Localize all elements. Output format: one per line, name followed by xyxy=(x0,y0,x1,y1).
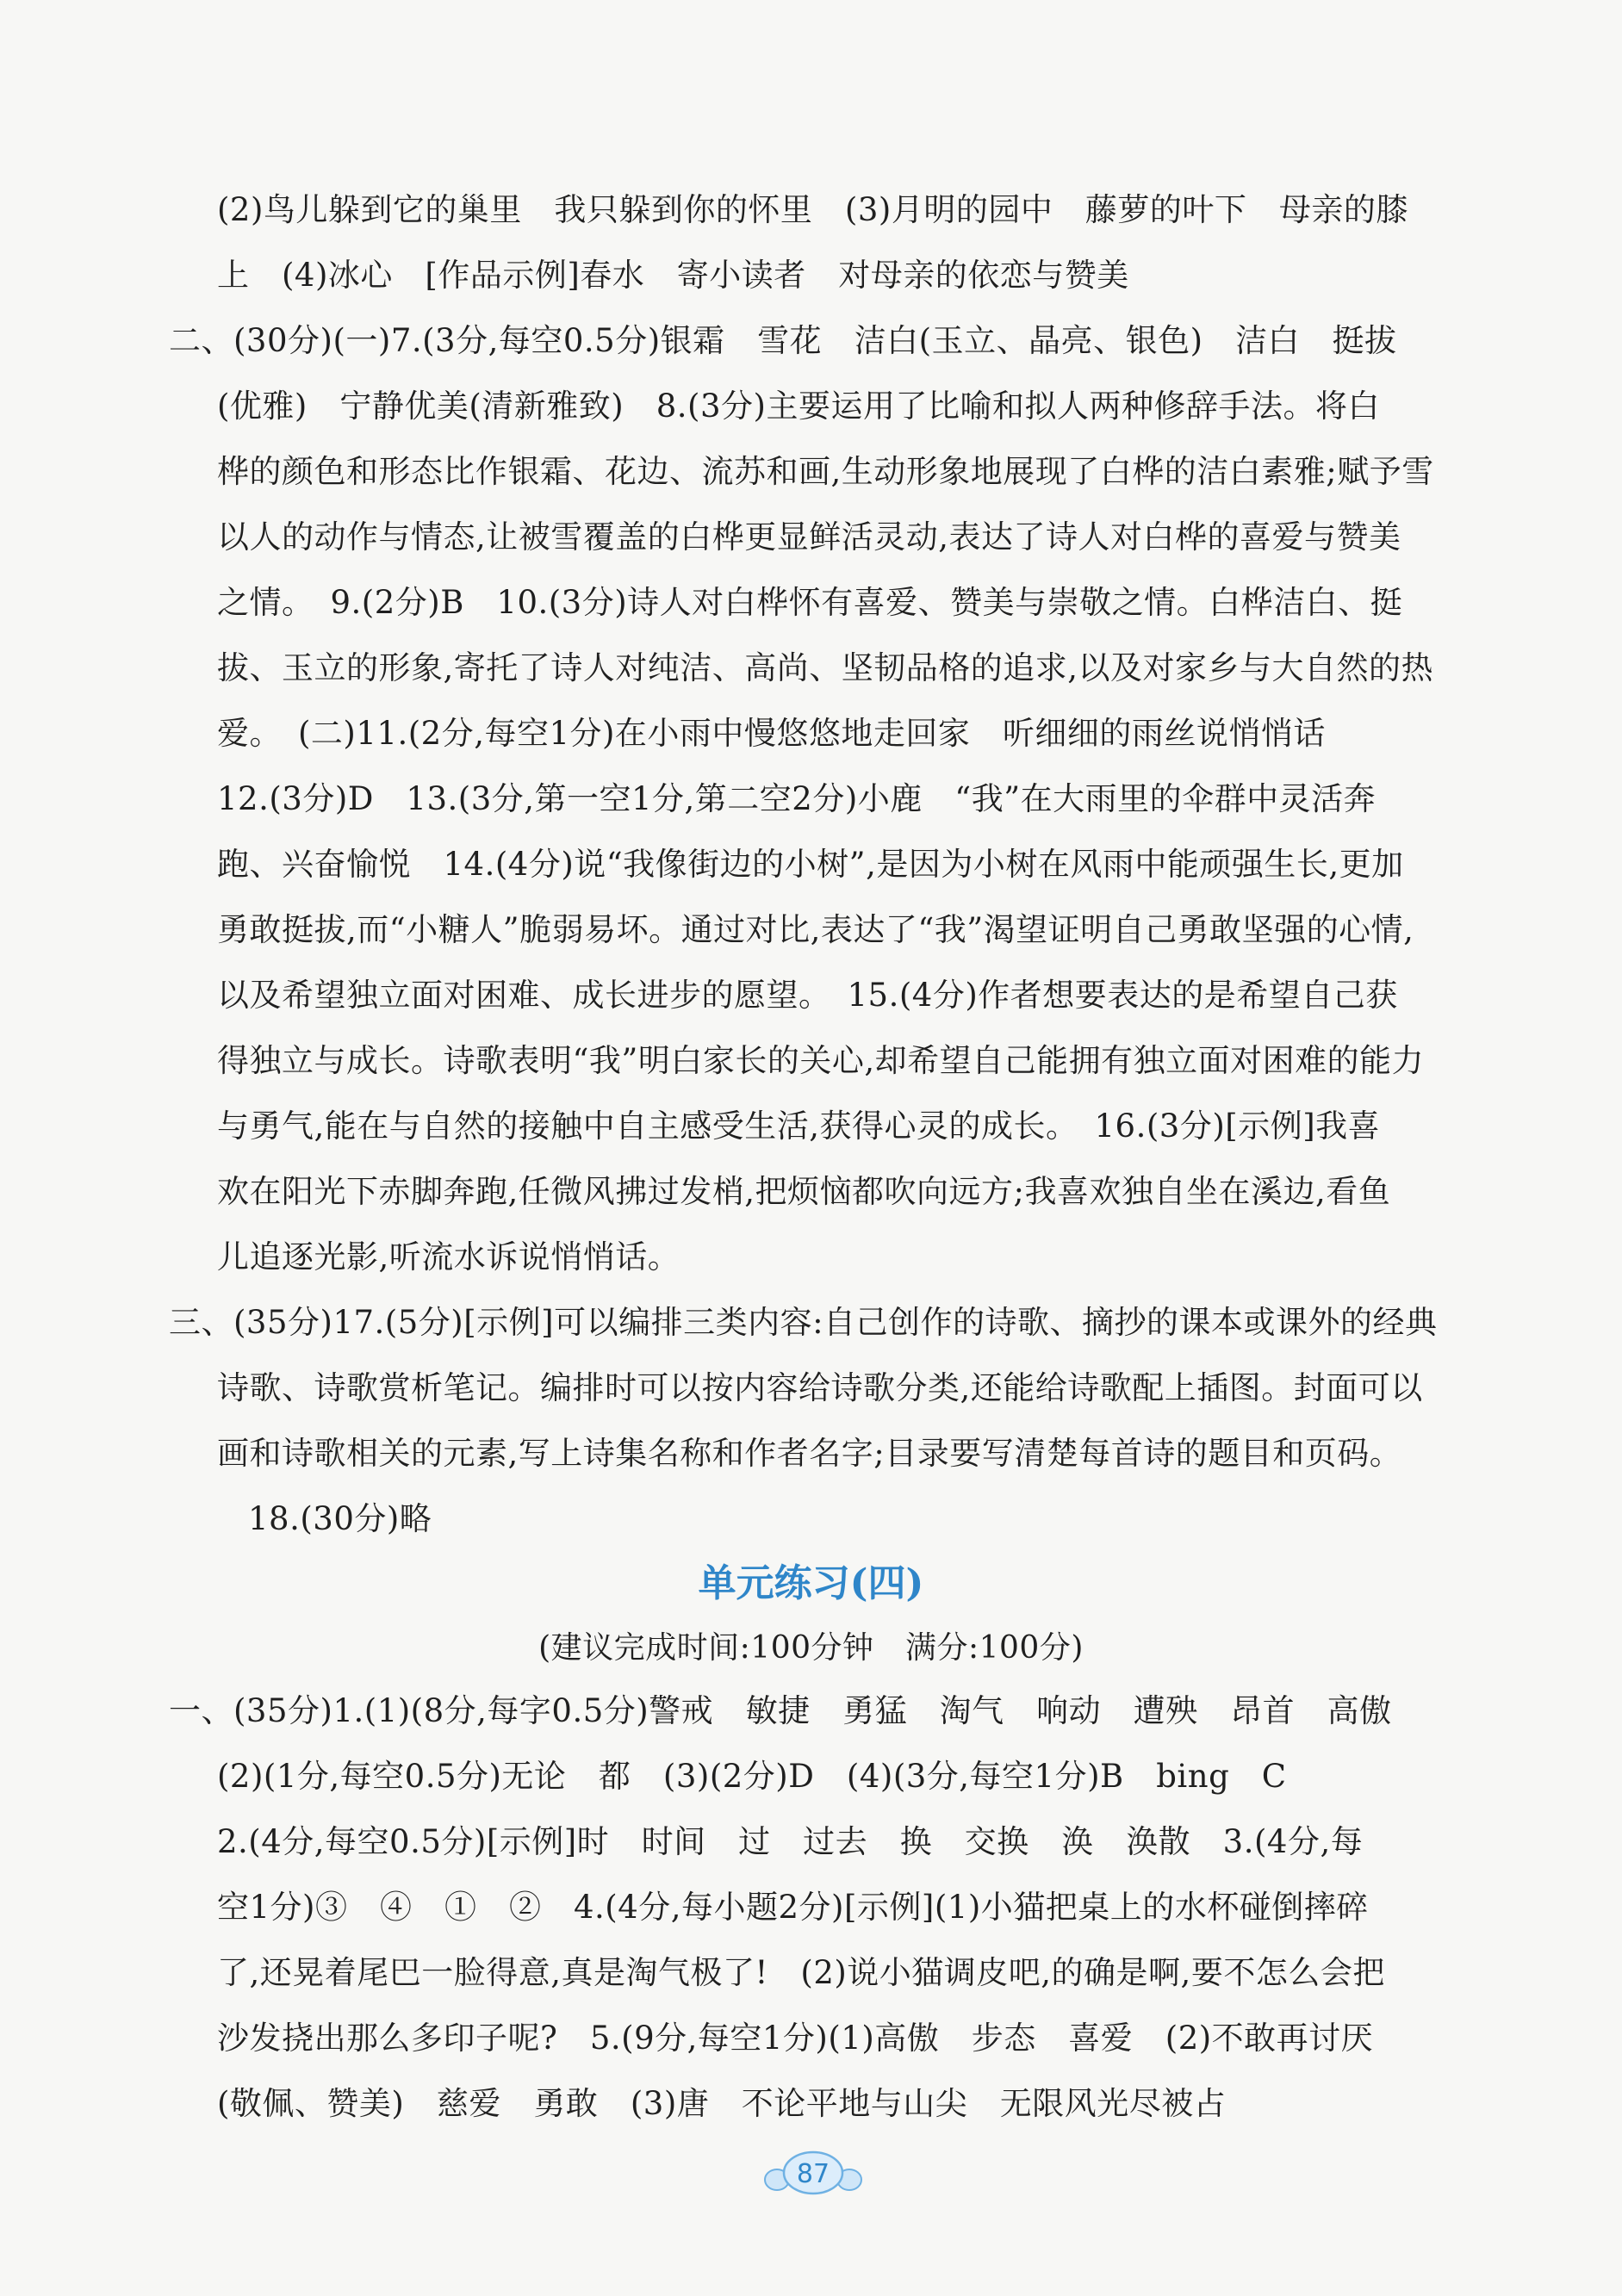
text-line: 2.(4分,每空0.5分)[示例]时 时间 过 过去 换 交换 涣 涣散 3.(4分,每 xyxy=(217,1823,1364,1860)
section-subtitle: (建议完成时间:100分钟 满分:100分) xyxy=(538,1630,1084,1666)
text-line: 勇敢挺拔,而“小糖人”脆弱易坏。通过对比,表达了“我”渴望证明自己勇敢坚强的心情, xyxy=(217,911,1414,948)
text-line: (优雅) 宁静优美(清新雅致) 8.(3分)主要运用了比喻和拟人两种修辞手法。将白 xyxy=(217,388,1380,425)
cloud-badge-icon xyxy=(761,2149,865,2197)
text-line: 爱。 (二)11.(2分,每空1分)在小雨中慢悠悠地走回家 听细细的雨丝说悄悄话 xyxy=(217,715,1326,752)
text-line: 桦的颜色和形态比作银霜、花边、流苏和画,生动形象地展现了白桦的洁白素雅;赋予雪 xyxy=(217,453,1434,490)
text-line: 画和诗歌相关的元素,写上诗集名称和作者名字;目录要写清楚每首诗的题目和页码。 xyxy=(217,1435,1402,1472)
text-line: 二、(30分)(一)7.(3分,每空0.5分)银霜 雪花 洁白(玉立、晶亮、银色) 洁白 挺拔 xyxy=(169,322,1397,359)
text-line: 18.(30分)略 xyxy=(248,1500,432,1537)
text-line: 欢在阳光下赤脚奔跑,任微风拂过发梢,把烦恼都吹向远方;我喜欢独自坐在溪边,看鱼 xyxy=(217,1173,1391,1210)
text-line: 上 (4)冰心 [作品示例]春水 寄小读者 对母亲的依恋与赞美 xyxy=(217,257,1129,294)
page-number: 87 xyxy=(796,2159,830,2189)
text-line: 之情。 9.(2分)B 10.(3分)诗人对白桦怀有喜爱、赞美与崇敬之情。白桦洁白、挺 xyxy=(217,584,1403,621)
text-line: (2)(1分,每空0.5分)无论 都 (3)(2分)D (4)(3分,每空1分)B bing C xyxy=(217,1758,1287,1795)
text-line: 一、(35分)1.(1)(8分,每字0.5分)警戒 敏捷 勇猛 淘气 响动 遭殃 昂首 高傲 xyxy=(169,1692,1392,1729)
text-line: 了,还晃着尾巴一脸得意,真是淘气极了! (2)说小猫调皮吧,的确是啊,要不怎么会把 xyxy=(217,1954,1385,1991)
text-line: (2)鸟儿躲到它的巢里 我只躲到你的怀里 (3)月明的园中 藤萝的叶下 母亲的膝 xyxy=(217,191,1408,228)
text-line: 跑、兴奋愉悦 14.(4分)说“我像街边的小树”,是因为小树在风雨中能顽强生长,更加 xyxy=(217,846,1404,883)
text-line: 诗歌、诗歌赏析笔记。编排时可以按内容给诗歌分类,还能给诗歌配上插图。封面可以 xyxy=(217,1369,1423,1406)
text-line: 沙发挠出那么多印子呢? 5.(9分,每空1分)(1)高傲 步态 喜爱 (2)不敢再讨厌 xyxy=(217,2020,1374,2057)
text-line: 空1分)③ ④ ① ② 4.(4分,每小题2分)[示例](1)小猫把桌上的水杯碰倒摔碎 xyxy=(217,1889,1369,1926)
text-line: 与勇气,能在与自然的接触中自主感受生活,获得心灵的成长。 16.(3分)[示例]我喜 xyxy=(217,1108,1381,1145)
text-line: 三、(35分)17.(5分)[示例]可以编排三类内容:自己创作的诗歌、摘抄的课本或课外的经典 xyxy=(169,1304,1438,1341)
text-line: 以人的动作与情态,让被雪覆盖的白桦更显鲜活灵动,表达了诗人对白桦的喜爱与赞美 xyxy=(217,518,1401,555)
text-line: 以及希望独立面对困难、成长进步的愿望。 15.(4分)作者想要表达的是希望自己获 xyxy=(217,977,1398,1014)
text-line: 12.(3分)D 13.(3分,第一空1分,第二空2分)小鹿 “我”在大雨里的伞群中灵活奔 xyxy=(217,780,1377,817)
text-line: 儿追逐光影,听流水诉说悄悄话。 xyxy=(217,1238,680,1275)
text-line: 得独立与成长。诗歌表明“我”明白家长的关心,却希望自己能拥有独立面对困难的能力 xyxy=(217,1042,1425,1079)
text-line: 拔、玉立的形象,寄托了诗人对纯洁、高尚、坚韧品格的追求,以及对家乡与大自然的热 xyxy=(217,649,1434,686)
page-number-badge xyxy=(761,2149,865,2197)
text-line: (敬佩、赞美) 慈爱 勇敢 (3)唐 不论平地与山尖 无限风光尽被占 xyxy=(217,2085,1227,2122)
section-title: 单元练习(四) xyxy=(698,1561,924,1605)
